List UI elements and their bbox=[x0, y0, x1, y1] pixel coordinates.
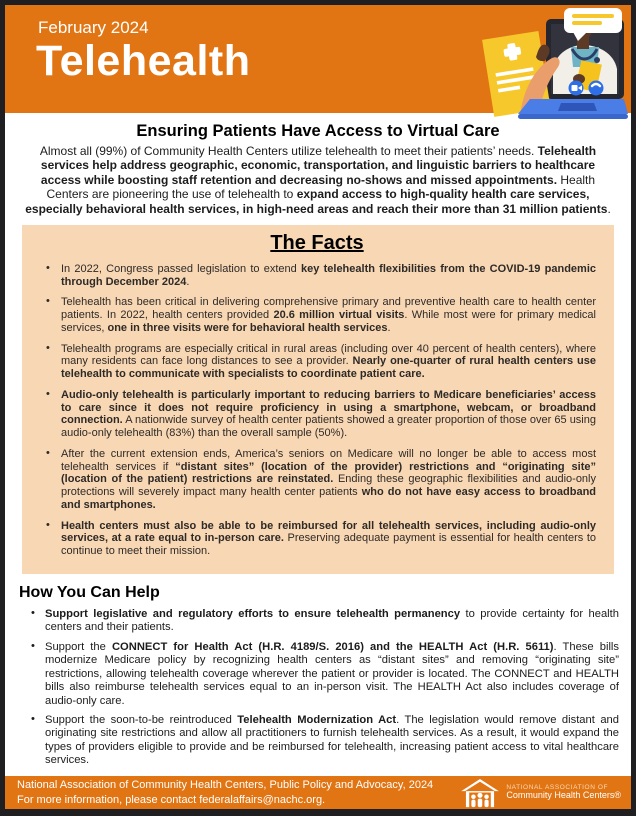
help-title: How You Can Help bbox=[19, 583, 160, 601]
facts-list bbox=[38, 263, 596, 558]
intro-paragraph: Almost all (99%) of Community Health Centers utilize telehealth to meet their patients’ needs. Telehealth services help address geographic, economic, transportation, and linguistic barriers to healthcare access while boosting staff retention and decreasing no-shows and missed appointments. Health Centers are pioneering the use of telehealth to expand access to high-quality health care services, especially behavioral health services, in high-need areas and reach their more than 31 million patients. bbox=[25, 144, 611, 216]
phone-call-button-icon bbox=[589, 81, 604, 96]
header bbox=[5, 5, 631, 113]
fact-text: Telehealth has been critical in delivering comprehensive primary and preventive health care to health center patients. In 2022, health centers provided 20.6 million virtual visits. While most were for primary medical services, one in three visits were for behavioral health services. bbox=[61, 296, 596, 334]
help-text: Support the CONNECT for Health Act (H.R. 4189/S. 2016) and the HEALTH Act (H.R. 5611). These bills modernize Medicare policy by recognizing health centers as “distant sites” and removing “originating site” restrictions, allowing telehealth coverage wherever the patient or provider is located. The CONNECT and HEALTH bills also reimburse telehealth services equal to an in-person visit. The HEALTH Act also includes coverage of audio-only care. bbox=[45, 640, 620, 707]
fact-text: After the current extension ends, America’s seniors on Medicare will no longer be able to access most telehealth services if “distant sites” (location of the provider) restrictions and “originating site” (location of the patient) restrictions are reinstated. Ending these geographic flexibilities and audio-only protections will severely impact many health center patients who do not have easy access to broadband and smartphones. bbox=[61, 447, 597, 511]
fact-text: Audio-only telehealth is particularly important to reducing barriers to Medicare beneficiaries’ access to care since it does not require proficiency in using a smartphone, webcam, or broadband connection. A nationwide survey of health center patients showed a greater proportion of those over 65 using audio-only telehealth (83%) than the overall sample (50%). bbox=[61, 388, 596, 440]
video-call-button-icon bbox=[569, 81, 584, 96]
help-item bbox=[29, 608, 619, 635]
laptop-base bbox=[518, 99, 628, 119]
fact-item bbox=[44, 263, 596, 289]
laptop-doctor-icon bbox=[476, 7, 628, 121]
help-item bbox=[29, 641, 619, 708]
telehealth-illustration bbox=[476, 7, 628, 121]
help-text: Support the soon-to-be reintroduced Telehealth Modernization Act. The legislation would remove distant and originating site restrictions and allow all practitioners to furnish telehealth services. As a result, it would expand the types of providers eligible to provide and be reimbursed for telehealth, increasing patient access to vital healthcare services. bbox=[45, 714, 619, 767]
nachc-logo bbox=[459, 778, 621, 808]
footer-credit-line: National Association of Community Health Centers, Public Policy and Advocacy, 2024 bbox=[17, 778, 434, 791]
intro-title: Ensuring Patients Have Access to Virtual Care bbox=[136, 122, 500, 140]
fact-text: Health centers must also be able to be reimbursed for all telehealth services, including audio-only services, at a rate equal to in-person care. Preserving adequate payment is essential for health centers to continue to meet their mission. bbox=[61, 519, 596, 558]
intro-section bbox=[5, 113, 631, 216]
fact-item bbox=[44, 343, 596, 381]
footer bbox=[5, 776, 631, 809]
footer-text bbox=[17, 778, 433, 808]
fact-item bbox=[44, 448, 596, 512]
facts-box bbox=[22, 225, 614, 574]
nachc-house-logo-icon bbox=[459, 778, 501, 808]
page-title: Telehealth bbox=[36, 37, 251, 85]
fact-item bbox=[44, 389, 596, 440]
fact-text: Telehealth programs are especially critical in rural areas (including over 40 percent of health centers), where many residents can face long distances to see a provider. Nearly one-quarter of rural health centers use telehealth to communicate with specialists to coordinate patient care. bbox=[61, 342, 596, 381]
facts-title: The Facts bbox=[270, 231, 364, 254]
fact-text: In 2022, Congress passed legislation to extend key telehealth flexibilities from the COVID-19 pandemic through December 2024. bbox=[61, 262, 597, 288]
help-section bbox=[5, 574, 631, 768]
fact-item bbox=[44, 520, 596, 558]
help-item bbox=[29, 714, 619, 768]
help-list bbox=[19, 608, 619, 768]
nachc-logo-text bbox=[506, 784, 621, 801]
help-text: Support legislative and regulatory efforts to ensure telehealth permanency to provide certainty for health centers and their patients. bbox=[45, 607, 619, 634]
issue-date: February 2024 bbox=[38, 18, 149, 37]
logo-line1: NATIONAL ASSOCIATION OF bbox=[506, 783, 609, 791]
footer-contact-line: For more information, please contact federalaffairs@nachc.org. bbox=[17, 793, 326, 806]
logo-line2: Community Health Centers® bbox=[506, 790, 621, 801]
fact-item bbox=[44, 296, 596, 334]
